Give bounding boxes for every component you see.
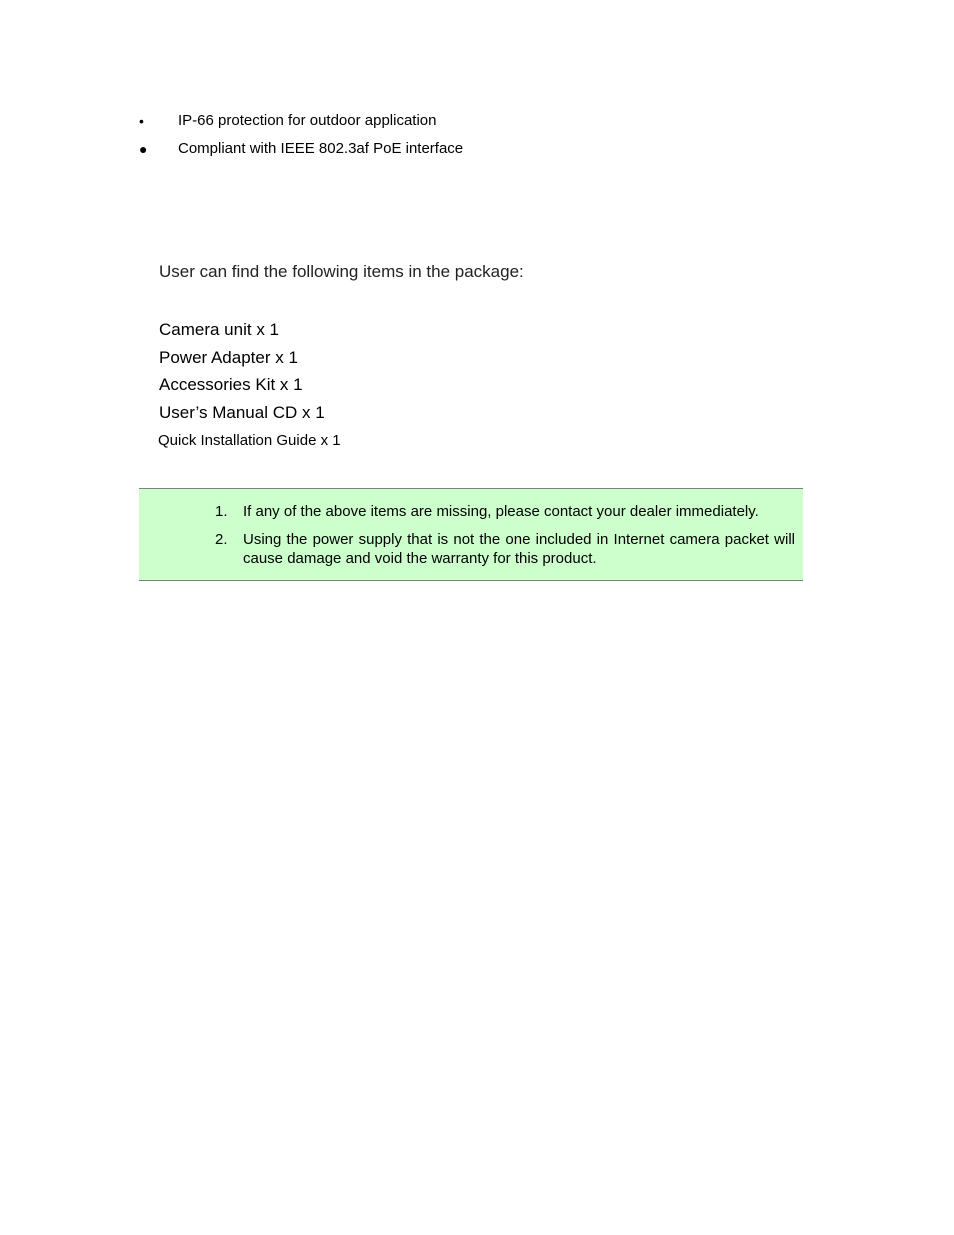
note-item [215, 530, 795, 568]
package-contents-list [159, 319, 341, 458]
note-text: Using the power supply that is not the one included in Internet camera packet will cause damage and void the warranty for this product. [243, 531, 795, 567]
note-number: 1. [215, 503, 228, 520]
note-list [215, 502, 795, 577]
feature-text: Compliant with IEEE 802.3af PoE interface [178, 140, 464, 157]
package-intro: User can find the following items in the package: [159, 262, 524, 281]
package-item: Power Adapter x 1 [159, 347, 298, 367]
note-item [215, 502, 795, 521]
note-box [139, 488, 803, 581]
package-item: Quick Installation Guide x 1 [158, 432, 341, 449]
bullet-dot-icon: • [139, 113, 144, 129]
bullet-dot-icon: ● [139, 141, 148, 157]
note-text: If any of the above items are missing, please contact your dealer immediately. [243, 503, 759, 520]
feature-text: IP-66 protection for outdoor application [178, 112, 437, 129]
package-item: Camera unit x 1 [159, 320, 279, 339]
package-item: User’s Manual CD x 1 [159, 402, 325, 422]
note-number: 2. [215, 531, 228, 548]
package-item: Accessories Kit x 1 [159, 375, 303, 394]
